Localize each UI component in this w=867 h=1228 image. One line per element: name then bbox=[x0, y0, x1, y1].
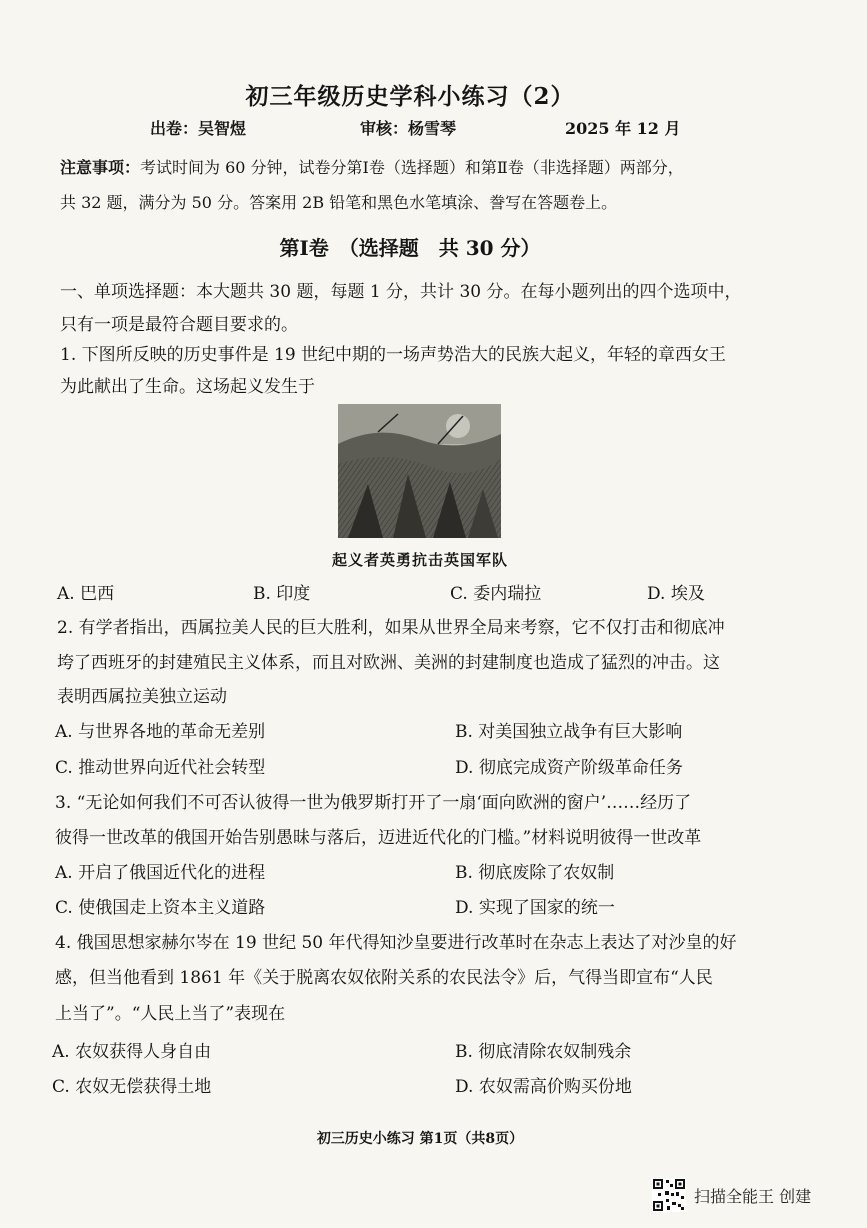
q1-stem-line-1: 1. 下图所反映的历史事件是 19 世纪中期的一场声势浩大的民族大起义，年轻的章西女王 bbox=[60, 345, 727, 365]
q3-option-c: C. 使俄国走上资本主义道路 bbox=[55, 898, 266, 918]
q1-option-b: B. 印度 bbox=[253, 584, 311, 604]
q3-option-a: A. 开启了俄国近代化的进程 bbox=[55, 863, 266, 883]
q1-option-c: C. 委内瑞拉 bbox=[450, 584, 542, 604]
q2-option-a: A. 与世界各地的革命无差别 bbox=[55, 722, 266, 742]
q2-option-b: B. 对美国独立战争有巨大影响 bbox=[455, 722, 683, 742]
q4-stem-line-3: 上当了”。“人民上当了”表现在 bbox=[55, 1004, 286, 1024]
notice-line-1 bbox=[60, 157, 684, 179]
exam-title: 初三年级历史学科小练习（2） bbox=[245, 83, 575, 110]
q1-stem-line-2: 为此献出了生命。这场起义发生于 bbox=[60, 377, 315, 397]
q3-stem-line-1: 3. “无论如何我们不可否认彼得一世为俄罗斯打开了一扇‘面向欧洲的窗户’……经历了 bbox=[55, 793, 692, 813]
q3-option-d: D. 实现了国家的统一 bbox=[455, 898, 615, 918]
q4-stem-line-2: 感，但当他看到 1861 年《关于脱离农奴依附关系的农民法令》后，气得当即宣布“人民 bbox=[55, 968, 713, 988]
q3-stem-line-2: 彼得一世改革的俄国开始告别愚昧与落后，迈进近代化的门槛。”材料说明彼得一世改革 bbox=[55, 828, 702, 848]
figure-caption: 起义者英勇抗击英国军队 bbox=[331, 551, 508, 569]
q1-option-d: D. 埃及 bbox=[647, 584, 705, 604]
q4-option-a: A. 农奴获得人身自由 bbox=[52, 1042, 212, 1062]
q4-option-c: C. 农奴无偿获得土地 bbox=[52, 1077, 212, 1097]
notice-label: 注意事项： bbox=[60, 158, 141, 177]
exam-date: 2025 年 12 月 bbox=[565, 119, 681, 138]
battle-engraving-drawing bbox=[338, 404, 501, 538]
q2-stem-line-3: 表明西属拉美独立运动 bbox=[57, 687, 227, 707]
reviewer-label: 审核：杨雪琴 bbox=[360, 119, 457, 138]
q2-option-c: C. 推动世界向近代社会转型 bbox=[55, 758, 266, 778]
q2-option-d: D. 彻底完成资产阶级革命任务 bbox=[455, 758, 683, 778]
section-instructions-1: 一、单项选择题：本大题共 30 题，每题 1 分，共计 30 分。在每小题列出的四个选项中， bbox=[60, 282, 742, 302]
q4-option-b: B. 彻底清除农奴制残余 bbox=[455, 1042, 632, 1062]
battle-engraving-image bbox=[338, 404, 501, 538]
q4-stem-line-1: 4. 俄国思想家赫尔岑在 19 世纪 50 年代得知沙皇要进行改革时在杂志上表达了对沙皇的好 bbox=[55, 933, 737, 953]
q4-option-d: D. 农奴需高价购买份地 bbox=[455, 1077, 632, 1097]
page-footer: 初三历史小练习 第1页（共8页） bbox=[316, 1131, 524, 1147]
author-label: 出卷：吴智煜 bbox=[150, 119, 247, 138]
qr-code-icon bbox=[652, 1178, 686, 1212]
section-instructions-2: 只有一项是最符合题目要求的。 bbox=[60, 315, 298, 335]
q1-option-a: A. 巴西 bbox=[57, 584, 115, 604]
q2-stem-line-1: 2. 有学者指出，西属拉美人民的巨大胜利，如果从世界全局来考察，它不仅打击和彻底冲 bbox=[57, 618, 725, 638]
watermark-text: 扫描全能王 创建 bbox=[694, 1186, 812, 1206]
section-title: 第Ⅰ卷 （选择题 共 30 分） bbox=[279, 236, 541, 260]
scanner-watermark bbox=[652, 1178, 811, 1212]
q3-option-b: B. 彻底废除了农奴制 bbox=[455, 863, 615, 883]
notice-text-1: 考试时间为 60 分钟，试卷分第Ⅰ卷（选择题）和第Ⅱ卷（非选择题）两部分， bbox=[140, 158, 684, 177]
notice-line-2: 共 32 题，满分为 50 分。答案用 2B 铅笔和黑色水笔填涂、誊写在答题卷上。 bbox=[60, 193, 618, 212]
q2-stem-line-2: 垮了西班牙的封建殖民主义体系，而且对欧洲、美洲的封建制度也造成了猛烈的冲击。这 bbox=[57, 653, 720, 673]
